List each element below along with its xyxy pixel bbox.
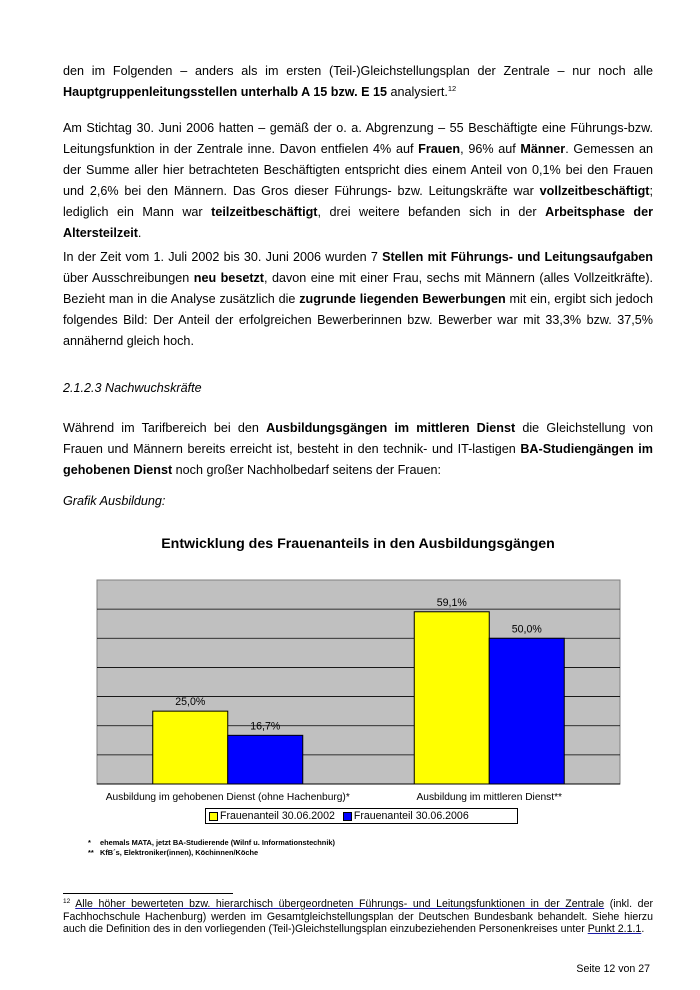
data-label: 25,0% <box>175 696 206 709</box>
chart-note: ** KfB´s, Elektroniker(innen), Köchinnen/Köche <box>88 848 259 857</box>
data-label: 16,7% <box>250 720 281 733</box>
legend-item-2006: Frauenanteil 30.06.2006 <box>343 809 469 823</box>
bar <box>153 711 228 784</box>
footnote-link[interactable]: Alle höher bewerteten bzw. hierarchisch übergeordneten Führungs- und Leitungsfunktionen in der Zentrale <box>75 898 605 910</box>
paragraph-4: Während im Tarifbereich bei den Ausbildungsgängen im mittleren Dienst die Gleichstellung von Frauen und Männern bereits erreicht ist, besteht in den technik- und IT-lastigen BA-Studiengängen im gehobenen Dienst noch großer Nachholbedarf seitens der Frauen: <box>63 421 653 477</box>
bar-chart <box>0 570 700 810</box>
legend-swatch-blue <box>343 812 352 821</box>
chart-legend <box>205 808 518 824</box>
data-label: 59,1% <box>436 596 467 609</box>
figure-caption: Grafik Ausbildung: <box>63 494 166 508</box>
chart-notes <box>88 838 335 858</box>
footnote-ref[interactable]: 12 <box>447 84 457 93</box>
bar <box>228 735 303 784</box>
chart-note: * ehemals MATA, jetzt BA-Studierende (Wilnf u. Informationstechnik) <box>88 838 335 847</box>
bar <box>414 612 489 784</box>
data-label: 50,0% <box>511 623 542 636</box>
footnote-link-section[interactable]: Punkt 2.1.1 <box>587 923 642 935</box>
footnote: $^{12}$ Alle höher bewerteten bzw. hierarchisch übergeordneten Führungs- und Leitungsfunktionen in der Zentrale (inkl. der Fachhochschule Hachenburg) werden im Gesamtgleichstellungsplan der Deutschen Bundesbank behandelt. Siehe hierzu auch die Definition des in den vorliegenden (Teil-)Gleichstellungsplan einzubeziehenden Personenkreises unter Punkt 2.1.1. <box>63 898 653 935</box>
category-label: Ausbildung im mittleren Dienst** <box>416 792 563 803</box>
section-heading: 2.1.2.3 Nachwuchskräfte <box>63 381 202 395</box>
legend-item-2002: Frauenanteil 30.06.2002 <box>209 809 335 823</box>
paragraph-2: Am Stichtag 30. Juni 2006 hatten – gemäß der o. a. Abgrenzung – 55 Beschäftigte eine Führungs-bzw. Leitungsfunktion in der Zentrale inne. Davon entfielen 4% auf Frauen, 96% auf Männer. Gemessen an der Summe aller hier betrachteten Beschäftigten entspricht dies einem Anteil von 0,1% bei den Frauen und 2,6% bei den Männern. Das Gros dieser Führungs- bzw. Leitungskräfte war vollzeitbeschäftigt; lediglich ein Mann war teilzeitbeschäftigt, drei weitere befanden sich in der Arbeitsphase der Altersteilzeit. <box>63 121 653 240</box>
paragraph-3: In der Zeit vom 1. Juli 2002 bis 30. Juni 2006 wurden 7 Stellen mit Führungs- und Leitungsaufgaben über Ausschreibungen neu besetzt, davon eine mit einer Frau, sechs mit Männern (alles Vollzeitkräfte). Bezieht man in die Analyse zusätzlich die zugrunde liegenden Bewerbungen mit ein, ergibt sich jedoch folgendes Bild: Der Anteil der erfolgreichen Bewerberinnen bzw. Bewerber war mit 33,3% bzw. 37,5% annähernd gleich hoch. <box>63 250 654 348</box>
paragraph-1: den im Folgenden – anders als im ersten (Teil-)Gleichstellungsplan der Zentrale – nur noch alle Hauptgruppenleitungsstellen unterhalb A 15 bzw. E 15 analysiert.$^{12}$ <box>63 61 653 103</box>
legend-swatch-yellow <box>209 812 218 821</box>
page-number: Seite 12 von 27 <box>576 963 650 975</box>
category-label: Ausbildung im gehobenen Dienst (ohne Hachenburg)* <box>105 792 350 803</box>
chart-title: Entwicklung des Frauenanteils in den Ausbildungsgängen <box>161 536 555 552</box>
footnote-divider <box>63 893 233 894</box>
bar <box>489 638 564 784</box>
highlight: Hauptgruppenleitungsstellen unterhalb A 15 bzw. E 15 <box>63 85 387 99</box>
paragraph-1-line-1: den im Folgenden – anders als im ersten (Teil-)Gleichstellungsplan der Zentrale – nur noch alle <box>63 64 653 78</box>
